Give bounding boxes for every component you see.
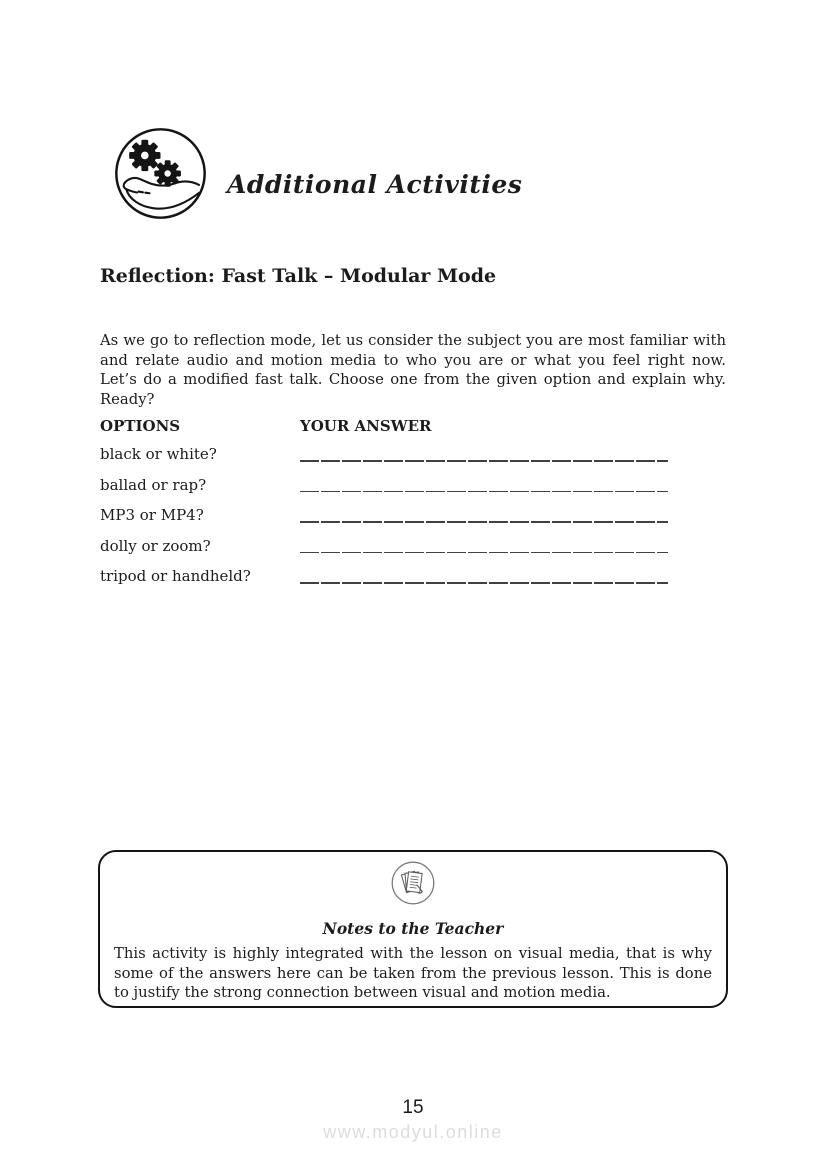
page-title: Additional Activities [227,169,523,199]
hand-with-gears-icon [113,126,208,221]
worksheet-rows [100,439,668,592]
worksheet-row [100,531,668,562]
option-label: tripod or handheld? [100,567,251,586]
answer-column-header: YOUR ANSWER [300,417,432,435]
answer-blank-line [300,531,668,562]
worksheet-row [100,470,668,501]
options-worksheet [100,417,668,592]
option-label: ballad or rap? [100,475,207,494]
clipboard-pen-icon [389,859,437,907]
worksheet-row [100,561,668,592]
answer-blank-line [300,561,668,592]
options-column-header: OPTIONS [100,417,181,435]
option-label: dolly or zoom? [100,536,211,555]
watermark: www.modyul.online [323,1122,503,1142]
intro-paragraph: As we go to reflection mode, let us consider the subject you are most familiar with and relate audio and motion media to who you are or what you feel right now. Let’s do a modified fast talk. Choose one from the given option and explain why. Ready? [100,331,726,408]
section-heading: Reflection: Fast Talk – Modular Mode [100,264,497,287]
worksheet-row [100,500,668,531]
answer-blank-line [300,500,668,531]
page-number: 15 [402,1097,424,1118]
option-label: MP3 or MP4? [100,506,204,525]
notes-title: Notes to the Teacher [322,919,504,938]
answer-blank-line [300,439,668,470]
notes-to-teacher-box [98,850,728,1008]
option-label: black or white? [100,445,217,463]
notes-body: This activity is highly integrated with the lesson on visual media, that is why some of the answers here can be taken from the previous lesson. This is done to justify the strong connection between visual and motion media. [114,945,712,1002]
worksheet-header [100,417,668,436]
answer-blank-line [300,470,668,501]
worksheet-row [100,439,668,470]
